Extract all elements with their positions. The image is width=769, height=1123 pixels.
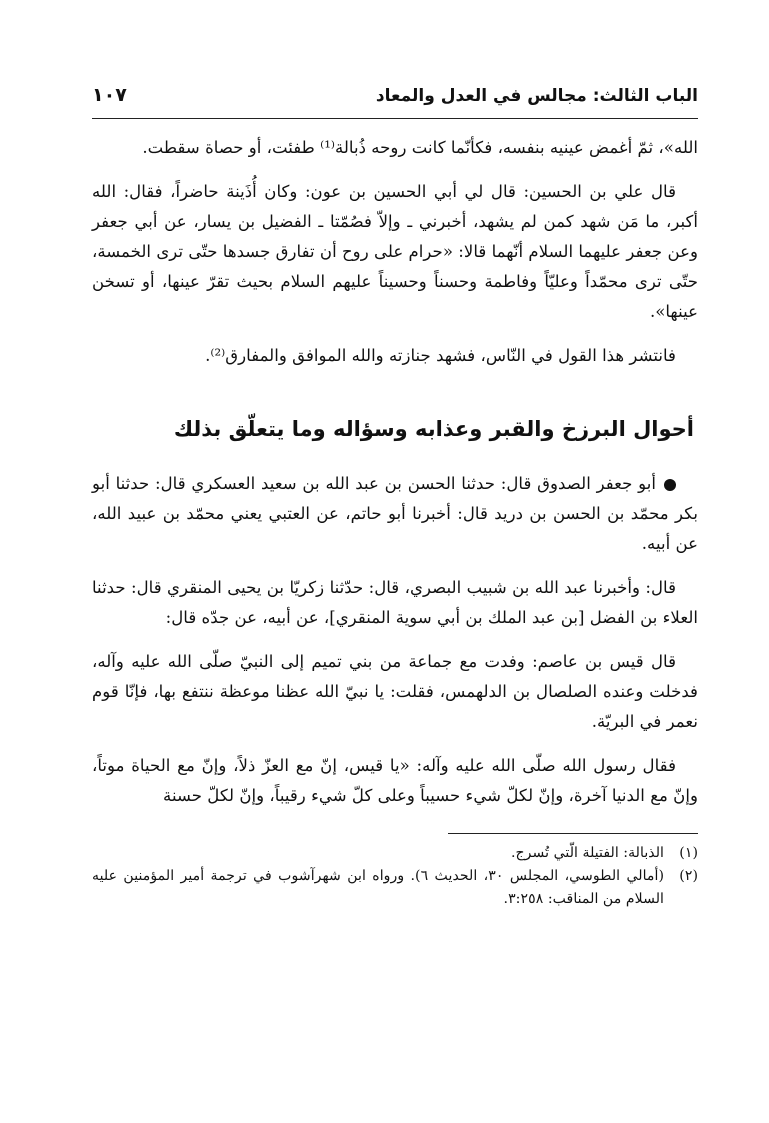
paragraph-bulleted (92, 469, 698, 559)
footnotes (92, 842, 698, 911)
paragraph: فقال رسول الله صلّى الله عليه وآله: «يا قيس، إنّ مع العزّ ذلاً، وإنّ مع الحياة موتاً، وإنّ مع الدنيا آخرة، وإنّ لكلّ شيء حسيباً وعلى كلّ شيء رقيباً، وإنّ لكلّ حسنة (92, 756, 698, 805)
page-number: ١٠٧ (92, 84, 127, 106)
footnote-text: (أمالي الطوسي، المجلس ٣٠، الحديث ٦). ورواه ابن شهرآشوب في ترجمة أمير المؤمنين عليه السلام من المناقب: ٣:٢٥٨. (92, 868, 664, 907)
paragraph: قال: وأخبرنا عبد الله بن شبيب البصري، قال: حدّثنا زكريّا بن يحيى المنقري قال: حدثنا العلاء بن الفضل [بن عبد الملك بن أبي سوية المنقري]، عن أبيه، عن جدّه قال: (92, 578, 698, 627)
book-page (92, 84, 698, 911)
footnote (92, 865, 698, 911)
footnote (92, 842, 698, 865)
running-head: الباب الثالث: مجالس في العدل والمعاد (375, 86, 698, 106)
page-header (92, 84, 698, 119)
bullet-icon (664, 479, 676, 491)
paragraph: قال علي بن الحسين: قال لي أبي الحسين بن عون: وكان أُذَينة حاضراً، فقال: الله أكبر، ما مَن شهد كمن لم يشهد، أخبرني ـ وإلاّ فصُمّتا ـ الفضيل بن يسار، عن أبي جعفر وعن جعفر عليهما السلام أنّهما قالا: «حرام على روح أن تفارق جسدها حتّى ترى الخمسة، حتّى ترى محمّداً وعليّاً وفاطمة وحسناً وحسيناً عليهم السلام بحيث تقرّ عينها، أو تسخن عينها». (92, 182, 698, 321)
section-title: أحوال البرزخ والقبر وعذابه وسؤاله وما يتعلّق بذلك (173, 417, 694, 441)
paragraph: فانتشر هذا القول في النّاس، فشهد جنازته والله الموافق والمفارق⁽²⁾. (205, 346, 676, 365)
paragraph: الله»، ثمّ أغمض عينيه بنفسه، فكأنّما كانت روحه ذُبالة⁽¹⁾ طفئت، أو حصاة سقطت. (142, 138, 698, 157)
footnote-number: (١) (679, 845, 698, 861)
footnote-text: الذبالة: الفتيلة الّتي تُسرج. (510, 845, 664, 861)
paragraph-text: أبو جعفر الصدوق قال: حدثنا الحسن بن عبد الله بن سعيد العسكري قال: حدثنا أبو بكر محمّد بن الحسن بن دريد قال: أخبرنا أبو حاتم، عن العتبي يعني محمّد بن عبيد الله، عن أبيه. (92, 474, 698, 553)
footnote-number: (٢) (679, 868, 698, 884)
footnote-divider (448, 833, 698, 834)
paragraph: قال قيس بن عاصم: وفدت مع جماعة من بني تميم إلى النبيّ صلّى الله عليه وآله، فدخلت وعنده الصلصال بن الدلهمس، فقلت: يا نبيّ الله عظنا موعظة ننتفع بها، فإنّا قوم نعمر في البريّة. (92, 652, 698, 731)
